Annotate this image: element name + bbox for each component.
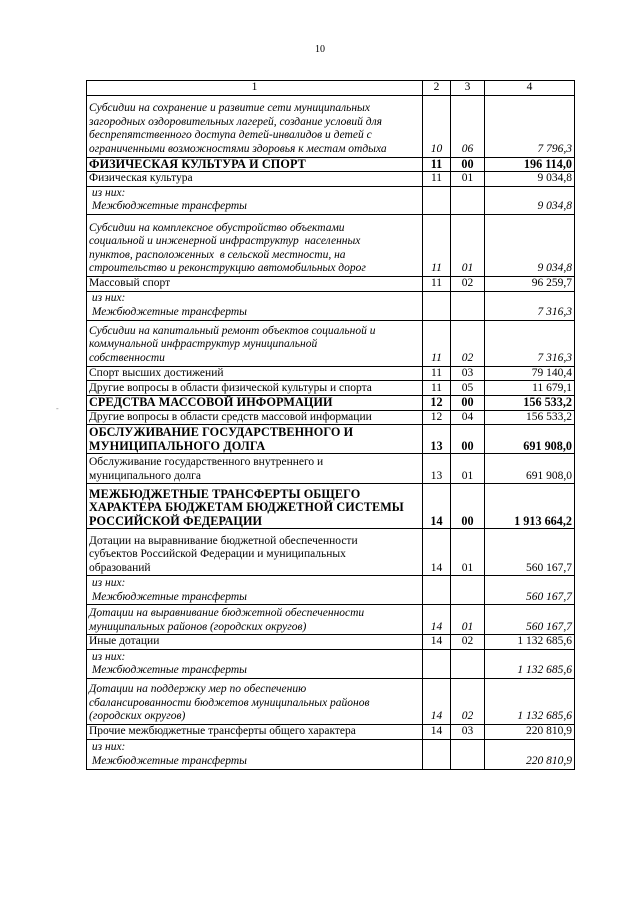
row-name-line: коммунальной инфраструктур муниципальной <box>89 338 318 351</box>
row-name <box>87 157 423 172</box>
row-name-line: Другие вопросы в области физической культуры и спорта <box>89 381 372 394</box>
section-code: 10 <box>423 95 451 157</box>
subsection-code: 02 <box>451 678 485 724</box>
section-code: 11 <box>423 320 451 366</box>
row-name-line: из них: <box>89 186 126 199</box>
table-row <box>87 214 575 276</box>
row-name-line: Субсидии на капитальный ремонт объектов социальной и <box>89 324 376 337</box>
table-row <box>87 678 575 724</box>
row-name-line: Дотации на поддержку мер по обеспечению <box>89 683 307 696</box>
row-name-line: сбалансированности бюджетов муниципальных районов <box>89 696 370 709</box>
header-col-1: 1 <box>87 81 423 96</box>
section-code: 11 <box>423 214 451 276</box>
table-row <box>87 95 575 157</box>
table-row <box>87 410 575 425</box>
table-row <box>87 276 575 291</box>
table-row <box>87 454 575 484</box>
row-name-line: Обслуживание государственного внутреннего и <box>89 456 324 469</box>
row-name-line: Дотации на выравнивание бюджетной обеспеченности <box>89 534 358 547</box>
subsection-code: 00 <box>451 396 485 411</box>
row-name-line: СРЕДСТВА МАССОВОЙ ИНФОРМАЦИИ <box>89 395 333 410</box>
amount: 156 533,2 <box>485 396 575 411</box>
row-name-line: Межбюджетные трансферты <box>89 200 247 213</box>
row-name <box>87 276 423 291</box>
table-row <box>87 576 575 605</box>
amount: 7 796,3 <box>485 95 575 157</box>
row-name-line: загородных оздоровительных лагерей, создание условий для <box>89 115 382 128</box>
row-name <box>87 172 423 187</box>
section-code: 14 <box>423 484 451 529</box>
row-name-line: из них: <box>89 577 126 590</box>
amount: 560 167,7 <box>485 529 575 576</box>
row-name <box>87 605 423 635</box>
amount: 9 034,8 <box>485 172 575 187</box>
amount: 7 316,3 <box>485 320 575 366</box>
row-name <box>87 576 423 605</box>
amount: 1 132 685,6 <box>485 635 575 650</box>
row-name-line: Межбюджетные трансферты <box>89 590 247 603</box>
row-name-line: собственности <box>89 351 165 364</box>
row-name <box>87 396 423 411</box>
row-name-line: РОССИЙСКОЙ ФЕДЕРАЦИИ <box>89 513 263 528</box>
header-col-4: 4 <box>485 81 575 96</box>
table-header-row <box>87 81 575 96</box>
row-name-line: муниципального долга <box>89 469 201 482</box>
row-name <box>87 410 423 425</box>
row-name <box>87 739 423 769</box>
table-row <box>87 529 575 576</box>
row-name <box>87 320 423 366</box>
subsection-code: 02 <box>451 276 485 291</box>
subsection-code: 01 <box>451 529 485 576</box>
row-name-line: МУНИЦИПАЛЬНОГО ДОЛГА <box>89 438 266 453</box>
table-row <box>87 649 575 678</box>
row-name <box>87 425 423 454</box>
amount: 96 259,7 <box>485 276 575 291</box>
page-number: 10 <box>315 44 325 55</box>
header-col-3: 3 <box>451 81 485 96</box>
row-name-line: Межбюджетные трансферты <box>89 664 247 677</box>
table-row <box>87 484 575 529</box>
section-code: 14 <box>423 605 451 635</box>
amount: 1 132 685,6 <box>485 678 575 724</box>
section-code <box>423 186 451 214</box>
subsection-code <box>451 576 485 605</box>
section-code: 14 <box>423 529 451 576</box>
table-row <box>87 157 575 172</box>
table-row <box>87 724 575 739</box>
row-name-line: Субсидии на комплексное обустройство объектами <box>89 221 345 234</box>
row-name <box>87 186 423 214</box>
table-row <box>87 739 575 769</box>
subsection-code <box>451 649 485 678</box>
subsection-code: 02 <box>451 320 485 366</box>
table-row <box>87 320 575 366</box>
amount: 1 913 664,2 <box>485 484 575 529</box>
row-name-line: муниципальных районов (городских округов) <box>89 620 307 633</box>
section-code <box>423 576 451 605</box>
subsection-code: 05 <box>451 381 485 396</box>
row-name-line: ФИЗИЧЕСКАЯ КУЛЬТУРА И СПОРТ <box>89 156 306 171</box>
table-row <box>87 635 575 650</box>
row-name <box>87 529 423 576</box>
row-name-line: беспрепятственного доступа детей-инвалидов и детей с <box>89 129 372 142</box>
row-name-line: Массовый спорт <box>89 276 171 289</box>
row-name-line: МЕЖБЮДЖЕТНЫЕ ТРАНСФЕРТЫ ОБЩЕГО <box>89 486 361 501</box>
subsection-code <box>451 291 485 320</box>
subsection-code <box>451 186 485 214</box>
subsection-code: 06 <box>451 95 485 157</box>
row-name-line: из них: <box>89 650 126 663</box>
row-name-line: пунктов, расположенных в сельской местности, на <box>89 248 346 261</box>
row-name-line: субъектов Российской Федерации и муниципальных <box>89 548 346 561</box>
table-row <box>87 291 575 320</box>
row-name-line: Межбюджетные трансферты <box>89 305 247 318</box>
row-name <box>87 454 423 484</box>
row-name <box>87 724 423 739</box>
section-code: 11 <box>423 276 451 291</box>
section-code: 13 <box>423 454 451 484</box>
subsection-code: 01 <box>451 172 485 187</box>
row-name <box>87 214 423 276</box>
row-name <box>87 381 423 396</box>
section-code: 11 <box>423 366 451 381</box>
row-name-line: (городских округов) <box>89 710 186 723</box>
row-name <box>87 678 423 724</box>
amount: 7 316,3 <box>485 291 575 320</box>
subsection-code <box>451 739 485 769</box>
row-name <box>87 366 423 381</box>
row-name-line: социальной и инженерной инфраструктур населенных <box>89 235 361 248</box>
row-name-line: ХАРАКТЕРА БЮДЖЕТАМ БЮДЖЕТНОЙ СИСТЕМЫ <box>89 500 404 515</box>
amount: 79 140,4 <box>485 366 575 381</box>
section-code: 14 <box>423 724 451 739</box>
subsection-code: 01 <box>451 214 485 276</box>
amount: 220 810,9 <box>485 724 575 739</box>
table-row <box>87 396 575 411</box>
section-code: 12 <box>423 396 451 411</box>
amount: 11 679,1 <box>485 381 575 396</box>
section-code: 14 <box>423 678 451 724</box>
amount: 560 167,7 <box>485 605 575 635</box>
subsection-code: 01 <box>451 454 485 484</box>
table-row <box>87 186 575 214</box>
row-name-line: строительство и реконструкцию автомобильных дорог <box>89 262 366 275</box>
row-name-line: ОБСЛУЖИВАНИЕ ГОСУДАРСТВЕННОГО И <box>89 425 354 440</box>
row-name-line: Спорт высших достижений <box>89 366 224 379</box>
row-name-line: Дотации на выравнивание бюджетной обеспеченности <box>89 607 365 620</box>
subsection-code: 00 <box>451 157 485 172</box>
subsection-code: 03 <box>451 366 485 381</box>
table-row <box>87 425 575 454</box>
table-row <box>87 381 575 396</box>
amount: 9 034,8 <box>485 214 575 276</box>
table-row <box>87 172 575 187</box>
amount: 156 533,2 <box>485 410 575 425</box>
subsection-code: 02 <box>451 635 485 650</box>
subsection-code: 00 <box>451 425 485 454</box>
section-code: 14 <box>423 635 451 650</box>
subsection-code: 03 <box>451 724 485 739</box>
row-name-line: Другие вопросы в области средств массовой информации <box>89 410 372 423</box>
section-code <box>423 739 451 769</box>
amount: 220 810,9 <box>485 739 575 769</box>
budget-table <box>86 80 575 770</box>
row-name-line: Субсидии на сохранение и развитие сети муниципальных <box>89 102 370 115</box>
row-name-line: ограниченными возможностями здоровья к местам отдыха <box>89 143 387 155</box>
row-name <box>87 95 423 157</box>
table-row <box>87 605 575 635</box>
margin-mark: - <box>56 404 59 413</box>
row-name-line: из них: <box>89 741 126 754</box>
section-code: 11 <box>423 172 451 187</box>
subsection-code: 00 <box>451 484 485 529</box>
amount: 196 114,0 <box>485 157 575 172</box>
section-code: 12 <box>423 410 451 425</box>
amount: 691 908,0 <box>485 454 575 484</box>
row-name-line: Прочие межбюджетные трансферты общего характера <box>89 724 356 737</box>
section-code <box>423 649 451 678</box>
row-name-line: образований <box>89 561 151 574</box>
table-row <box>87 366 575 381</box>
row-name <box>87 484 423 529</box>
header-col-2: 2 <box>423 81 451 96</box>
row-name <box>87 635 423 650</box>
subsection-code: 04 <box>451 410 485 425</box>
section-code <box>423 291 451 320</box>
subsection-code: 01 <box>451 605 485 635</box>
section-code: 13 <box>423 425 451 454</box>
amount: 560 167,7 <box>485 576 575 605</box>
table-body <box>87 95 575 769</box>
row-name-line: Иные дотации <box>89 635 160 648</box>
row-name-line: Межбюджетные трансферты <box>89 754 247 767</box>
amount: 691 908,0 <box>485 425 575 454</box>
row-name <box>87 649 423 678</box>
section-code: 11 <box>423 381 451 396</box>
row-name-line: из них: <box>89 292 126 305</box>
row-name <box>87 291 423 320</box>
section-code: 11 <box>423 157 451 172</box>
amount: 1 132 685,6 <box>485 649 575 678</box>
row-name-line: Физическая культура <box>89 172 193 185</box>
amount: 9 034,8 <box>485 186 575 214</box>
